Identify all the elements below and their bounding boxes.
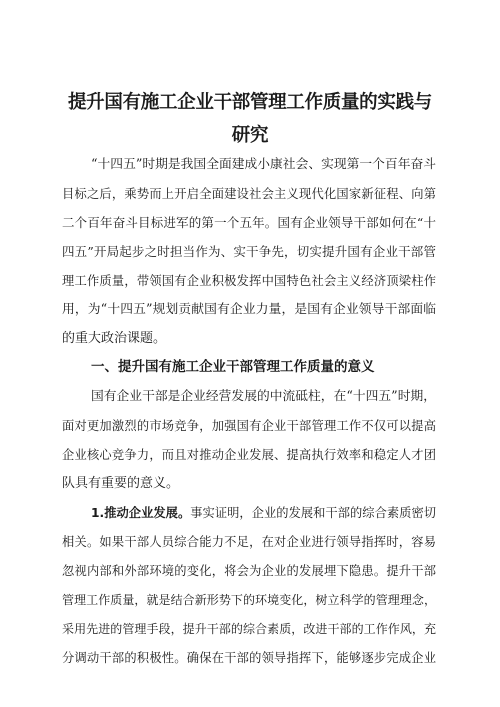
section1-line-4: 队具有重要的意义。 [62, 476, 180, 491]
intro-line-5: 理工作质量，带领国有企业积极发挥中国特色社会主义经济顶梁柱作 [62, 274, 436, 288]
item1-line-1 [91, 501, 436, 525]
item1-line-2: 相关。如果干部人员综合能力不足，在对企业进行领导指挥时，容易 [62, 535, 436, 549]
intro-line-1: “十四五”时期是我国全面建成小康社会、实现第一个百年奋斗 [91, 157, 436, 172]
item1-line-3: 忽视内部和外部环境的变化，将会为企业的发展埋下隐患。提升干部 [62, 564, 436, 578]
intro-line-7: 的重大政治课题。 [62, 331, 167, 346]
document-title-line-1: 提升国有施工企业干部管理工作质量的实践与 [67, 92, 432, 113]
item1-line-4: 管理工作质量，就是结合新形势下的环境变化，树立科学的管理理念， [62, 593, 436, 607]
intro-line-2: 目标之后，乘势而上开启全面建设社会主义现代化国家新征程、向第 [62, 187, 436, 201]
intro-line-6: 用，为“十四五”规划贡献国有企业力量，是国有企业领导干部面临 [62, 302, 436, 317]
item1-line-5: 采用先进的管理手段，提升干部的综合素质，改进干部的工作作风，充 [62, 622, 436, 636]
item1-line-6: 分调动干部的积极性。确保在干部的领导指挥下，能够逐步完成企业 [62, 651, 436, 665]
document-title-line-2: 研究 [231, 125, 269, 146]
intro-line-3: 二个百年奋斗目标进军的第一个五年。国有企业领导干部如何在“十 [62, 215, 436, 230]
item1-lead: 1.推动企业发展。 [91, 506, 191, 520]
intro-line-4: 四五”开局起步之时担当作为、实干争先，切实提升国有企业干部管 [62, 244, 436, 259]
section1-line-3: 企业核心竞争力，而且对推动企业发展、提高执行效率和稳定人才团 [62, 448, 436, 462]
section1-line-2: 面对更加激烈的市场竞争，加强国有企业干部管理工作不仅可以提高 [62, 419, 436, 433]
section1-line-1: 国有企业干部是企业经营发展的中流砥柱，在“十四五”时期， [91, 389, 436, 404]
item1-text-1: 事实证明，企业的发展和干部的综合素质密切 [190, 506, 436, 520]
section-heading-1: 一、提升国有施工企业干部管理工作质量的意义 [91, 359, 375, 375]
